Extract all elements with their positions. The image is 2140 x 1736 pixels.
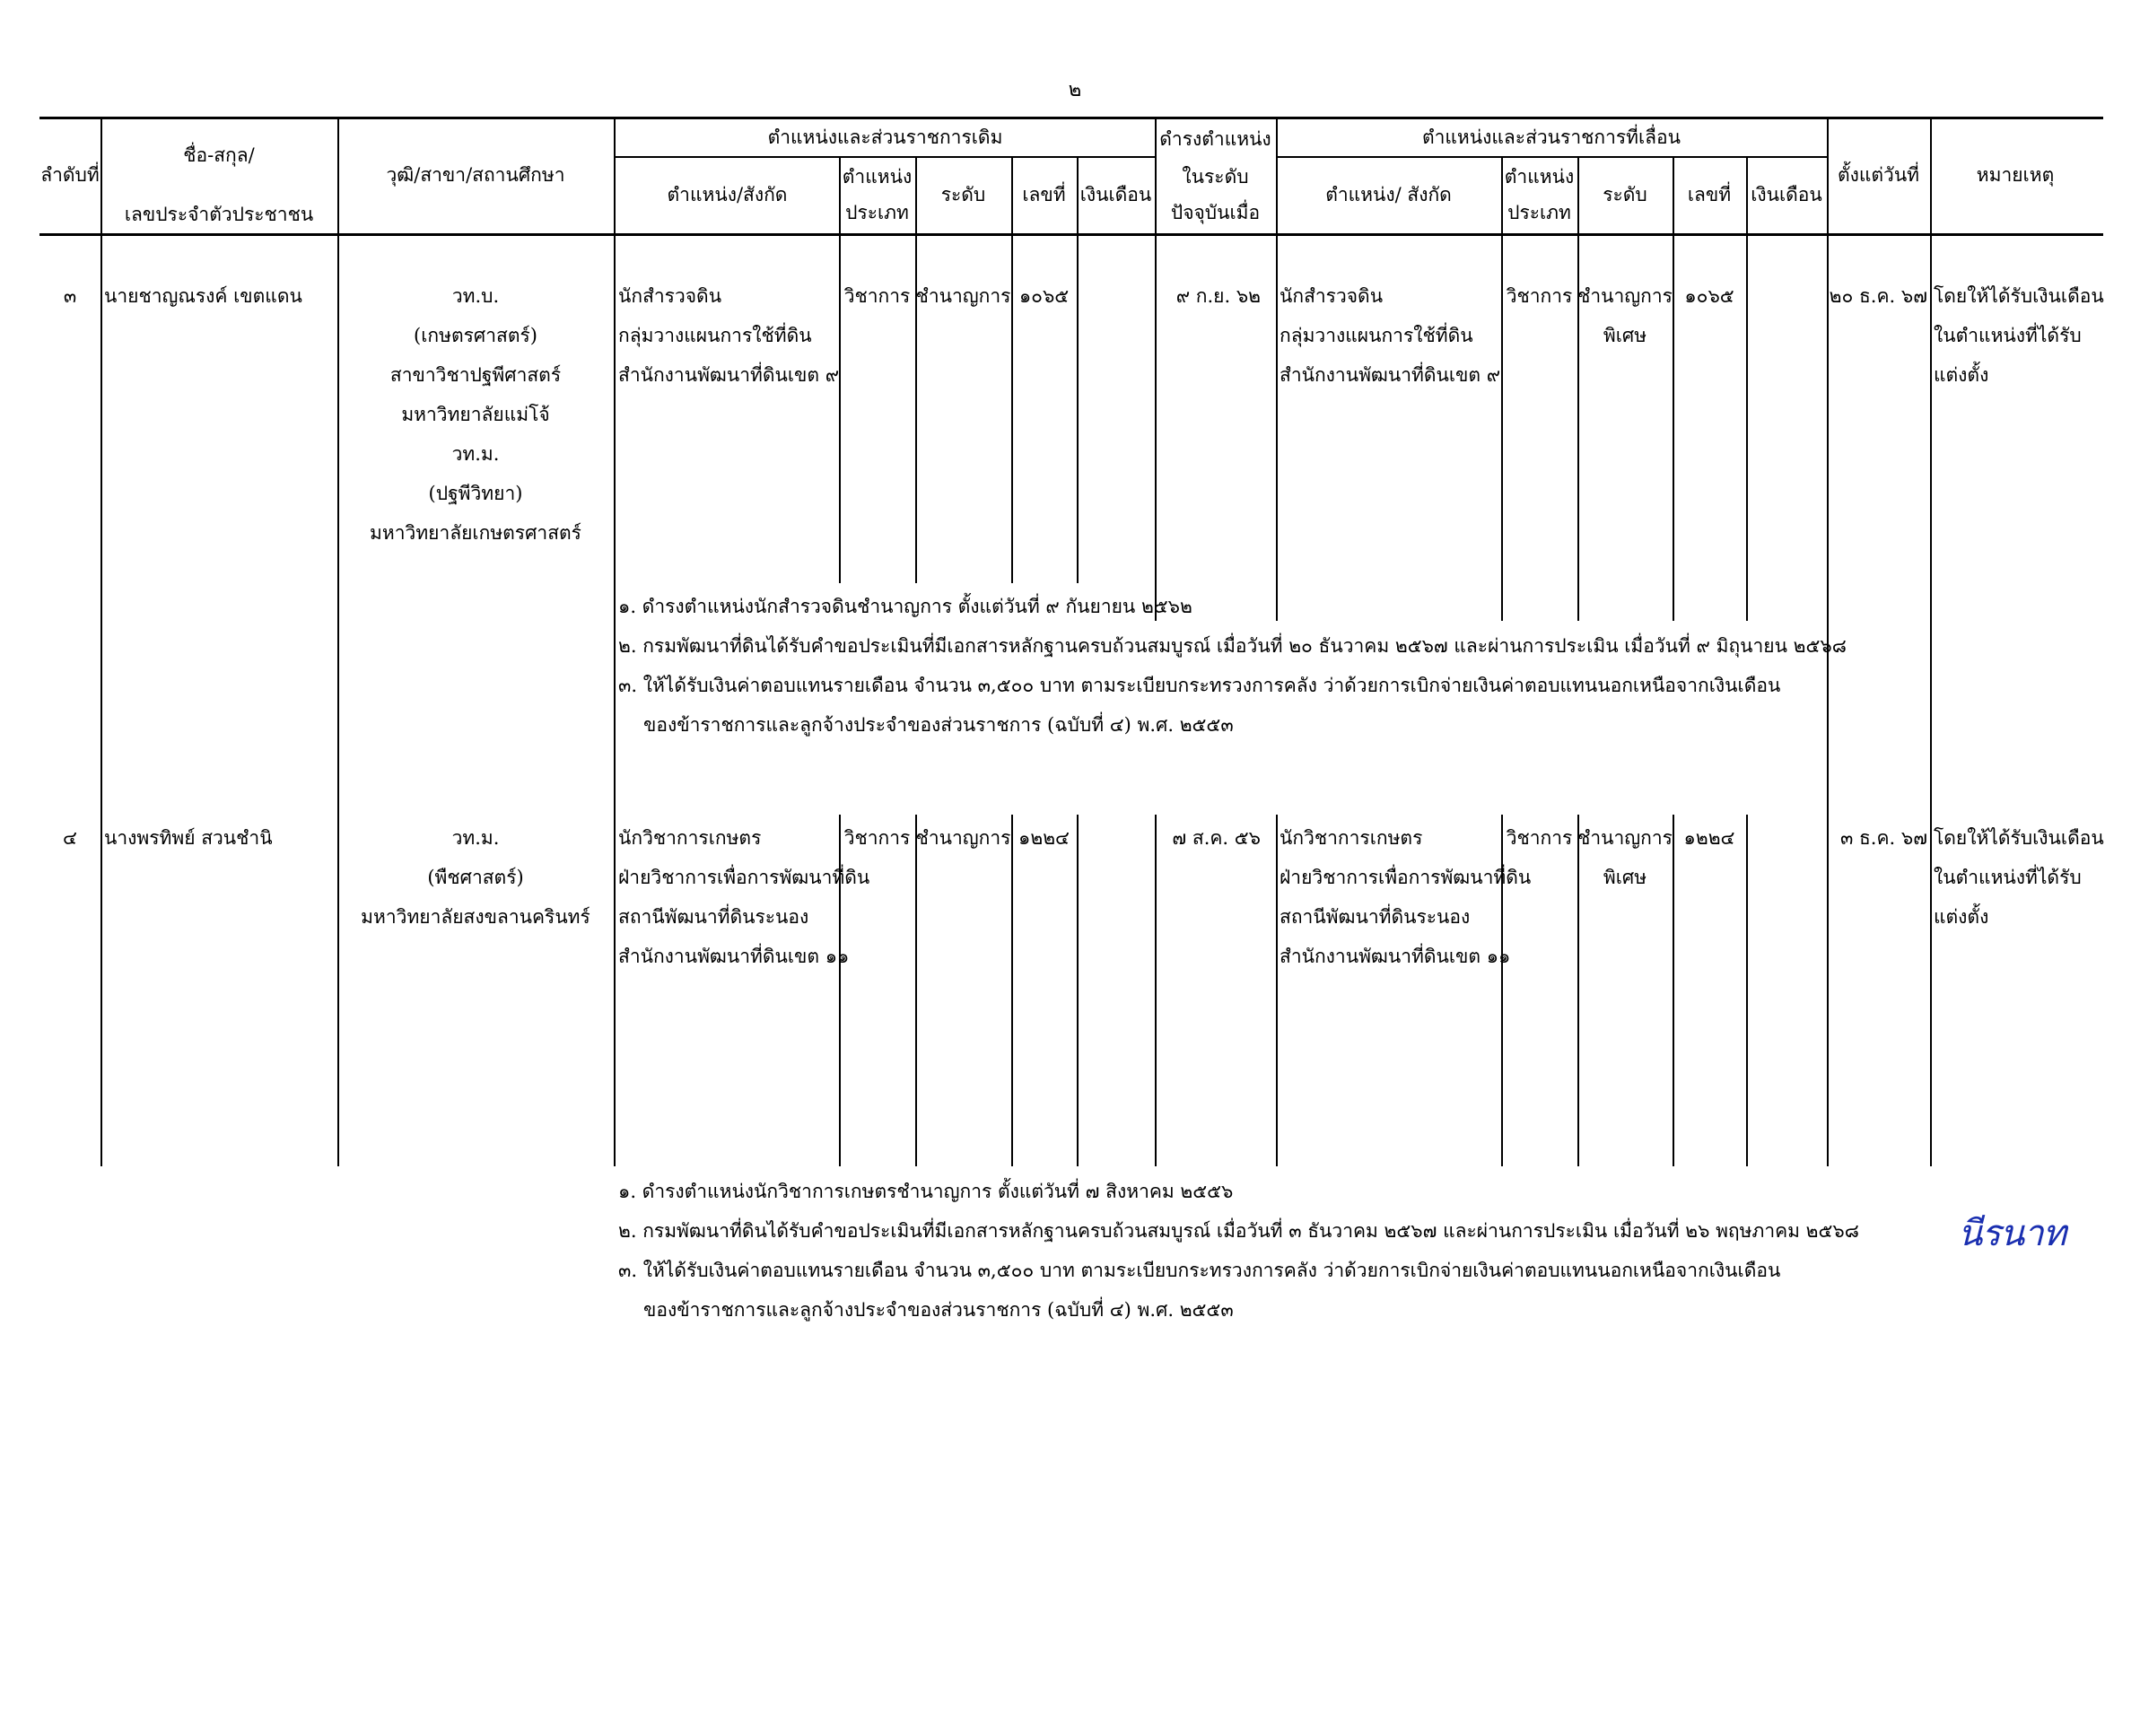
header-old-number: เลขที่: [1022, 184, 1066, 205]
degree-line: วท.ม.: [451, 443, 500, 465]
degree-line: (พืชศาสตร์): [427, 867, 524, 888]
remark-line: โดยให้ได้รับเงินเดือน: [1934, 827, 2104, 849]
remark-line: ในตำแหน่งที่ได้รับ: [1934, 325, 2082, 346]
header-remark: หมายเหตุ: [1976, 164, 2055, 186]
degree-line: (ปฐพีวิทยา): [428, 483, 523, 504]
row-seq: ๔: [63, 827, 77, 849]
header-new-position: ตำแหน่ง/ สังกัด: [1325, 184, 1452, 205]
row-name: นางพรทิพย์ สวนชำนิ: [104, 827, 273, 849]
signature: นีรนาท: [1958, 1213, 2066, 1254]
remark-line: ในตำแหน่งที่ได้รับ: [1934, 867, 2082, 888]
header-old-position: ตำแหน่ง/สังกัด: [667, 184, 788, 205]
new-position-line: สำนักงานพัฒนาที่ดินเขต ๙: [1280, 364, 1501, 386]
degree-line: มหาวิทยาลัยเกษตรศาสตร์: [370, 522, 581, 544]
degree-line: สาขาวิชาปฐพีศาสตร์: [389, 364, 562, 386]
header-new-level: ระดับ: [1603, 184, 1647, 205]
old-position-line: สำนักงานพัฒนาที่ดินเขต ๙: [618, 364, 840, 386]
page-number: ๒: [1068, 79, 1082, 101]
remark-line: แต่งตั้ง: [1934, 906, 1989, 928]
note-line: ๓. ให้ได้รับเงินค่าตอบแทนรายเดือน จำนวน ๓,๕๐๐ บาท ตามระเบียบกระทรวงการคลัง ว่าด้วยการเบิกจ่ายเงินค่าตอบแทนนอกเหนือจากเงินเดือน: [618, 1260, 1781, 1281]
new-type: วิชาการ: [1506, 285, 1573, 307]
header-old-type-2: ประเภท: [845, 202, 909, 223]
remark-line: แต่งตั้ง: [1934, 364, 1989, 386]
header-bottom-border: [39, 233, 2103, 236]
new-position-line: นักวิชาการเกษตร: [1280, 827, 1423, 849]
old-level: ชำนาญการ: [915, 285, 1011, 307]
old-position-line: นักสำรวจดิน: [618, 285, 722, 307]
degree-line: มหาวิทยาลัยแม่โจ้: [401, 404, 550, 425]
old-position-line: สำนักงานพัฒนาที่ดินเขต ๑๑: [618, 946, 850, 967]
header-name-line1: ชื่อ-สกุล/: [183, 144, 255, 166]
hold-date: ๙ ก.ย. ๖๒: [1175, 285, 1261, 307]
header-new-group: ตำแหน่งและส่วนราชการที่เลื่อน: [1421, 126, 1681, 148]
header-hold-3: ปัจจุบันเมื่อ: [1170, 202, 1261, 223]
new-level-line: พิเศษ: [1603, 867, 1647, 888]
new-level-line: ชำนาญการ: [1577, 285, 1673, 307]
old-level: ชำนาญการ: [915, 827, 1011, 849]
old-position-line: กลุ่มวางแผนการใช้ที่ดิน: [618, 325, 812, 346]
header-old-type-1: ตำแหน่ง: [842, 166, 913, 188]
header-new-number: เลขที่: [1687, 184, 1732, 205]
header-degree: วุฒิ/สาขา/สถานศึกษา: [386, 164, 565, 186]
header-new-salary: เงินเดือน: [1751, 184, 1822, 205]
degree-line: (เกษตรศาสตร์): [414, 325, 537, 346]
old-number: ๑๐๖๕: [1018, 285, 1070, 307]
header-old-level: ระดับ: [940, 184, 986, 205]
header-since: ตั้งแต่วันที่: [1837, 164, 1920, 186]
old-position-line: ฝ่ายวิชาการเพื่อการพัฒนาที่ดิน: [618, 867, 870, 888]
degree-line: วท.ม.: [451, 827, 500, 849]
header-new-type-2: ประเภท: [1507, 202, 1571, 223]
header-old-group: ตำแหน่งและส่วนราชการเดิม: [767, 126, 1003, 148]
note-line: ของข้าราชการและลูกจ้างประจำของส่วนราชการ (ฉบับที่ ๔) พ.ศ. ๒๕๕๓: [643, 1299, 1234, 1321]
new-level-line: พิเศษ: [1603, 325, 1647, 346]
old-position-line: นักวิชาการเกษตร: [618, 827, 762, 849]
header-seq: ลำดับที่: [40, 164, 100, 186]
old-type: วิชาการ: [843, 827, 911, 849]
header-hold-1: ดำรงตำแหน่ง: [1159, 128, 1271, 150]
new-position-line: ฝ่ายวิชาการเพื่อการพัฒนาที่ดิน: [1280, 867, 1532, 888]
since-date: ๒๐ ธ.ค. ๖๗: [1829, 285, 1927, 307]
hold-date: ๗ ส.ค. ๕๖: [1172, 827, 1261, 849]
degree-line: วท.บ.: [451, 285, 500, 307]
remark-line: โดยให้ได้รับเงินเดือน: [1934, 285, 2104, 307]
note-line: ๑. ดำรงตำแหน่งนักสำรวจดินชำนาญการ ตั้งแต่วันที่ ๙ กันยายน ๒๕๖๒: [618, 596, 1192, 617]
degree-line: มหาวิทยาลัยสงขลานครินทร์: [361, 906, 590, 928]
row-name: นายชาญณรงค์ เขตแดน: [104, 285, 302, 307]
new-type: วิชาการ: [1506, 827, 1573, 849]
note-line: ๒. กรมพัฒนาที่ดินได้รับคำขอประเมินที่มีเอกสารหลักฐานครบถ้วนสมบูรณ์ เมื่อวันที่ ๓ ธันวาคม ๒๕๖๗ และผ่านการประเมิน เมื่อวันที่ ๒๖ พฤษภาคม ๒๕๖๘: [618, 1220, 1859, 1242]
new-level-line: ชำนาญการ: [1577, 827, 1673, 849]
header-hold-2: ในระดับ: [1182, 166, 1249, 188]
new-number: ๑๐๖๕: [1684, 285, 1734, 307]
new-position-line: สถานีพัฒนาที่ดินระนอง: [1280, 906, 1471, 928]
header-old-salary: เงินเดือน: [1079, 184, 1152, 205]
note-line: ๓. ให้ได้รับเงินค่าตอบแทนรายเดือน จำนวน ๓,๕๐๐ บาท ตามระเบียบกระทรวงการคลัง ว่าด้วยการเบิกจ่ายเงินค่าตอบแทนนอกเหนือจากเงินเดือน: [618, 675, 1781, 696]
note-line: ๑. ดำรงตำแหน่งนักวิชาการเกษตรชำนาญการ ตั้งแต่วันที่ ๗ สิงหาคม ๒๕๕๖: [618, 1181, 1234, 1202]
header-name-line2: เลขประจำตัวประชาชน: [124, 204, 314, 225]
note-line: ๒. กรมพัฒนาที่ดินได้รับคำขอประเมินที่มีเอกสารหลักฐานครบถ้วนสมบูรณ์ เมื่อวันที่ ๒๐ ธันวาคม ๒๕๖๗ และผ่านการประเมิน เมื่อวันที่ ๙ มิถุนายน ๒๕๖๘: [618, 635, 1847, 657]
new-position-line: สำนักงานพัฒนาที่ดินเขต ๑๑: [1280, 946, 1511, 967]
since-date: ๓ ธ.ค. ๖๗: [1839, 827, 1927, 849]
old-position-line: สถานีพัฒนาที่ดินระนอง: [618, 906, 809, 928]
new-position-line: นักสำรวจดิน: [1280, 285, 1384, 307]
new-number: ๑๒๒๔: [1683, 827, 1735, 849]
new-position-line: กลุ่มวางแผนการใช้ที่ดิน: [1280, 325, 1473, 346]
note-line: ของข้าราชการและลูกจ้างประจำของส่วนราชการ (ฉบับที่ ๔) พ.ศ. ๒๕๕๓: [643, 714, 1234, 736]
old-type: วิชาการ: [843, 285, 911, 307]
header-new-type-1: ตำแหน่ง: [1504, 166, 1575, 188]
old-number: ๑๒๒๔: [1018, 827, 1070, 849]
row-seq: ๓: [63, 285, 77, 307]
